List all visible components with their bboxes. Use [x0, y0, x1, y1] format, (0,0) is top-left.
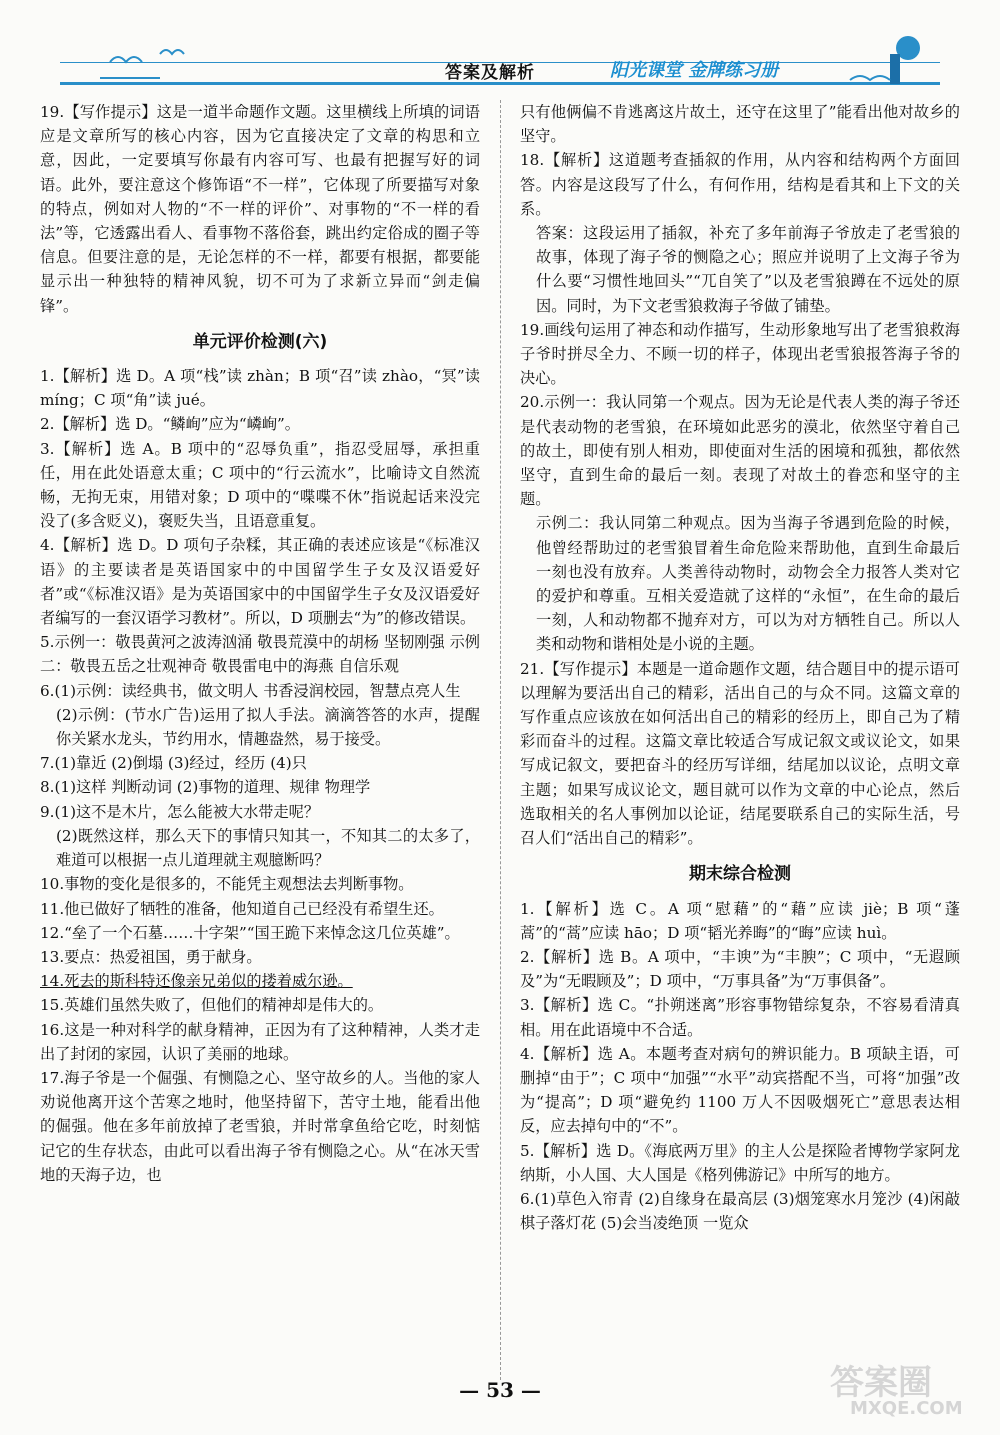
answer-item: 7.(1)靠近 (2)倒塌 (3)经过，经历 (4)只	[40, 754, 307, 773]
answer-item: 19.画线句运用了神态和动作描写，生动形象地写出了老雪狼救海子爷时拼尽全力、不顾一切的样子，体现出老雪狼报答海子爷的决心。	[520, 320, 960, 388]
answer-item: 2.【解析】选 B。A 项中，“丰谀”为“丰腴”；C 项中，“无遐顾及”为“无暇顾及”；D 项中，“万事具备”为“万事俱备”。	[520, 947, 960, 991]
page-header	[60, 48, 940, 90]
left-column	[40, 100, 480, 1187]
answer-item: (2)既然这样，那么天下的事情只知其一，不知其二的太多了，难道可以根据一点儿道理就主观臆断吗？	[56, 826, 480, 870]
answer-item: 1.【解析】选 D。A 项“栈”读 zhàn；B 项“召”读 zhào，“冥”读 míng；C 项“角”读 jué。	[40, 367, 480, 410]
answer-item: 1.【解析】选 C。A 项“慰藉”的“藉”应读 jiè；B 项“蓬蒿”的“蒿”应读 hāo；D 项“韬光养晦”的“晦”应读 huì。	[520, 899, 960, 942]
answer-item: 17.海子爷是一个倔强、有恻隐之心、坚守故乡的人。当他的家人劝说他离开这个苦寒之地时，他坚持留下，苦守土地，能看出他的倔强。他在多年前放掉了老雪狼，并时常拿鱼给它吃，时刻惦记它的生存状态，由此可以看出海子爷有恻隐之心。从“在冰天雪地的天海子边，也	[40, 1068, 480, 1184]
header-brand: 阳光课堂 金牌练习册	[610, 60, 779, 81]
answer-item: 4.【解析】选 A。本题考查对病句的辨识能力。B 项缺主语，可删掉“由于”；C 项中“加强”“水平”动宾搭配不当，可将“加强”改为“提高”；D 项“避免约 1100 万人不因吸烟死亡”意思表达相反，应去掉句中的“不”。	[520, 1044, 960, 1136]
answer-item: 4.【解析】选 D。D 项句子杂糅，其正确的表述应该是“《标准汉语》的主要读者是英语国家中的中国留学生子女及汉语爱好者”或“《标准汉语》是为英语国家中的中国留学生子女及汉语爱好者编写的一套汉语学习教材”。所以，D 项删去“为”的修改错误。	[40, 536, 480, 628]
answer-item: 13.要点：热爱祖国，勇于献身。	[40, 947, 262, 966]
lighthouse-decoration-icon	[830, 34, 940, 86]
answer-item: (2)示例：(节水广告)运用了拟人手法。滴滴答答的水声，提醒你关紧水龙头，节约用水，情趣盎然，易于接受。	[56, 705, 480, 749]
answer-item: 3.【解析】选 C。“扑朔迷离”形容事物错综复杂，不容易看清真相。用在此语境中不合适。	[520, 996, 960, 1039]
answer-item: 示例二：我认同第二种观点。因为当海子爷遇到危险的时候，他曾经帮助过的老雪狼冒着生命危险来帮助他，直到生命最后一刻也没有放弃。人类善待动物时，动物会全力报答人类对它的爱护和尊重。互相关爱造就了这样的“永恒”，在生命的最后一刻，人和动物都不抛弃对方，可以为对方牺牲自己。所以人类和动物和谐相处是小说的主题。	[536, 514, 960, 654]
answer-item: 16.这是一种对科学的献身精神，正因为有了这种精神，人类才走出了封闭的家园，认识了美丽的地球。	[40, 1020, 480, 1063]
answer-item: 21.【写作提示】本题是一道命题作文题，结合题目中的提示语可以理解为要活出自己的精彩，活出自己的与众不同。这篇文章的写作重点应该放在如何活出自己的精彩的经历上，即自己为了精彩而奋斗的过程。这篇文章比较适合写成记叙文或议论文，如果写成记叙文，要把奋斗的经历写详细，结尾加以议论，点明文章主题；如果写成议论文，题目就可以作为文章的中心论点，然后选取相关的名人事例加以论证，结尾要联系自己的实际生活，号召人们“活出自己的精彩”。	[520, 659, 960, 848]
column-divider	[500, 100, 501, 1380]
section-title-final: 期末综合检测	[689, 864, 791, 885]
answer-item: 12.“垒了一个石墓……十字架”“国王跪下来悼念这几位英雄”。	[40, 923, 460, 942]
section-title-unit6: 单元评价检测(六)	[192, 331, 328, 352]
watermark-logo: 答案圈	[830, 1363, 932, 1403]
answer-item: 20.示例一：我认同第一个观点。因为无论是代表人类的海子爷还是代表动物的老雪狼，在环境如此恶劣的漠北，依然坚守着自己的故土，即使有别人相劝，即使面对生活的困境和孤独，都依然坚守，直到生命的最后一刻。表现了对故土的眷恋和坚守的主题。	[520, 393, 960, 509]
answer-item: 只有他俩偏不肯逃离这片故土，还守在这里了”能看出他对故乡的坚守。	[520, 103, 960, 146]
answer-item: 18.【解析】这道题考查插叙的作用，从内容和结构两个方面回答。内容是这段写了什么，有何作用，结构是看其和上下文的关系。	[520, 151, 960, 218]
answer-item: 11.他已做好了牺牲的准备，他知道自己已经没有希望生还。	[40, 899, 444, 918]
answer-item: 9.(1)这不是木片，怎么能被大水带走呢？	[40, 802, 320, 821]
answer-item: 19.【写作提示】这是一道半命题作文题。这里横线上所填的词语应是文章所写的核心内容，因为它直接决定了文章的构思和立意，因此，一定要填写你最有内容可写、也最有把握写好的词语。此外，要注意这个修饰语“不一样”，它体现了所要描写对象的特点，例如对人物的“不一样的评价”、对事物的“不一样的看法”等，它透露出看人、看事物不落俗套，跳出约定俗成的圈子等信息。但要注意的是，无论怎样的不一样，都要有根据，都要能显示出一种独特的精神风貌，切不可为了求新立异而“剑走偏锋”。	[40, 103, 480, 315]
answer-item: 3.【解析】选 A。B 项中的“忍辱负重”，指忍受屈辱，承担重任，用在此处语意太重；C 项中的“行云流水”，比喻诗文自然流畅，无拘无束，用错对象；D 项中的“喋喋不休”指说起话来没完没了(多含贬义)，褒贬失当，且语意重复。	[40, 439, 480, 531]
header-title: 答案及解析	[445, 63, 535, 83]
answer-item: 6.(1)示例：读经典书，做文明人 书香浸润校园，智慧点亮人生	[40, 681, 461, 700]
page-number: — 53 —	[459, 1378, 541, 1402]
answer-item: 5.示例一：敬畏黄河之波涛汹涌 敬畏荒漠中的胡杨 坚韧刚强 示例二：敬畏五岳之壮观神奇 敬畏雷电中的海燕 自信乐观	[40, 633, 480, 676]
answer-item: 10.事物的变化是很多的，不能凭主观想法去判断事物。	[40, 875, 414, 894]
answer-item: 5.【解析】选 D。《海底两万里》的主人公是探险者博物学家阿龙纳斯，小人国、大人国是《格列佛游记》中所写的地方。	[520, 1141, 960, 1184]
answer-item: 答案：这段运用了插叙，补充了多年前海子爷放走了老雪狼的故事，体现了海子爷的恻隐之心；照应并说明了上文海子爷为什么要“习惯性地回头”“兀自笑了”以及老雪狼蹲在不远处的原因。同时，为下文老雪狼救海子爷做了铺垫。	[536, 224, 960, 315]
answer-item: 8.(1)这样 判断动词 (2)事物的道理、规律 物理学	[40, 778, 371, 797]
answer-item: 15.英雄们虽然失败了，但他们的精神却是伟大的。	[40, 996, 384, 1015]
answer-item-underlined: 14.死去的斯科特还像亲兄弟似的搂着威尔逊。	[40, 972, 353, 991]
watermark-url: MXQE.COM	[850, 1398, 963, 1419]
right-column	[520, 100, 960, 1235]
answer-item: 2.【解析】选 D。“鳞峋”应为“嶙峋”。	[40, 415, 300, 434]
answer-item: 6.(1)草色入帘青 (2)自缘身在最高层 (3)烟笼寒水月笼沙 (4)闲敲棋子落灯花 (5)会当凌绝顶 一览众	[520, 1189, 960, 1233]
